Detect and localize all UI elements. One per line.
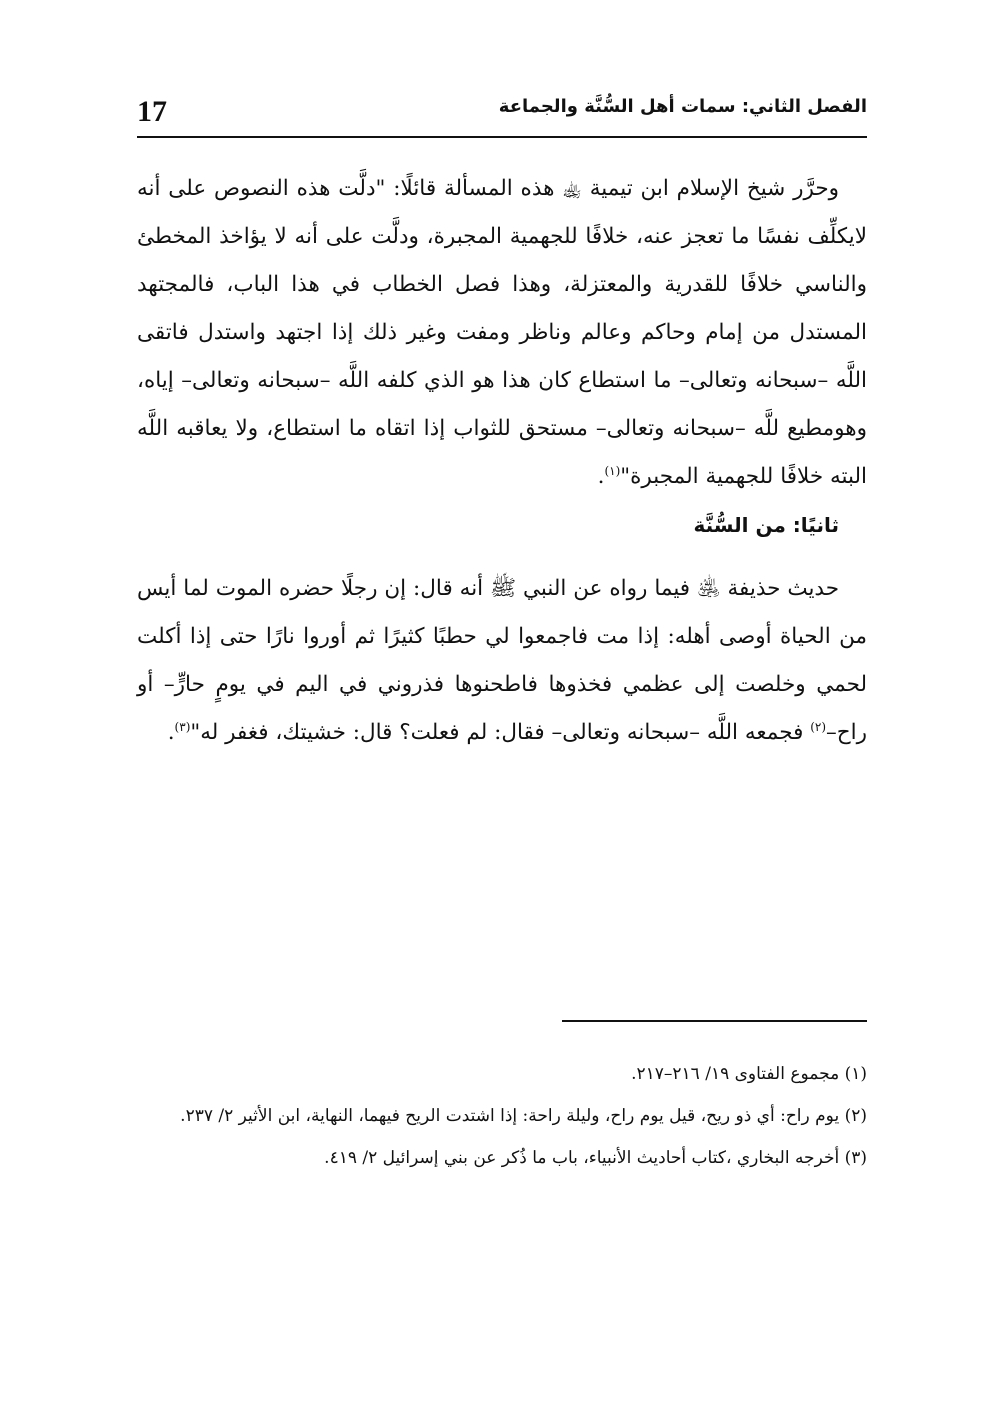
footnote-ref-2[interactable]: (٢) (810, 719, 827, 734)
footnote-divider (562, 1020, 867, 1022)
chapter-title: الفصل الثاني: سمات أهل السُّنَّة والجماعة (498, 96, 867, 117)
paragraph-text: حديث حذيفة ﵁ فيما رواه عن النبي ﷺ أنه قال: إن رجلًا حضره الموت لما أيس من الحياة أوصى أهله: إذا مت فاجمعوا لي حطبًا كثيرًا ثم أوروا نارًا حتى إذا أكلت لحمي وخلصت إلى عظمي فخذوها فاطحنوها فذروني في اليم في يومٍ حارٍّ– أو راح– (137, 576, 867, 745)
footnote-2: (٢) يوم راح: أي ذو ريح، قيل يوم راح، وليلة راحة: إذا اشتدت الريح فيهما، النهاية، ابن الأثير ٢/ ٢٣٧. (180, 1106, 867, 1126)
paragraph-ibn-taymiyyah (137, 165, 867, 501)
paragraph-text: وحرَّر شيخ الإسلام ابن تيمية ﵀ هذه المسألة قائلًا: "دلَّت هذه النصوص على أنه لايكلِّف نفسًا ما تعجز عنه، خلافًا للجهمية المجبرة، ودلَّت على أنه لا يؤاخذ المخطئ والناسي خلافًا للقدرية والمعتزلة، وهذا فصل الخطاب في هذا الباب، فالمجتهد المستدل من إمام وحاكم وعالم وناظر ومفت وغير ذلك إذا اجتهد واستدل فاتقى اللَّه –سبحانه وتعالى– ما استطاع كان هذا هو الذي كلفه اللَّه –سبحانه وتعالى– إياه، وهومطيع للَّه –سبحانه وتعالى– مستحق للثواب إذا اتقاه ما استطاع، ولا يعاقبه اللَّه البته خلافًا للجهمية المجبرة" (137, 176, 867, 489)
header-divider (137, 136, 867, 138)
footnote-3: (٣) أخرجه البخاري ،كتاب أحاديث الأنبياء، باب ما ذُكر عن بني إسرائيل ٢/ ٤١٩. (324, 1148, 867, 1168)
page-header (137, 92, 867, 132)
footnote-ref-1[interactable]: (١) (604, 463, 621, 478)
section-heading: ثانيًا: من السُّنَّة (693, 513, 839, 537)
footnotes (137, 1057, 867, 1183)
paragraph-hadith (137, 565, 867, 757)
page-number: 17 (137, 95, 167, 128)
footnote-1: (١) مجموع الفتاوى ١٩/ ٢١٦–٢١٧. (631, 1064, 867, 1084)
main-text (137, 165, 867, 757)
paragraph-end: . (167, 720, 175, 745)
footnote-ref-3[interactable]: (٣) (174, 719, 191, 734)
paragraph-text: فجمعه اللَّه –سبحانه وتعالى– فقال: لم فعلت؟ قال: خشيتك، فغفر له" (190, 720, 811, 745)
paragraph-end: . (597, 464, 605, 489)
